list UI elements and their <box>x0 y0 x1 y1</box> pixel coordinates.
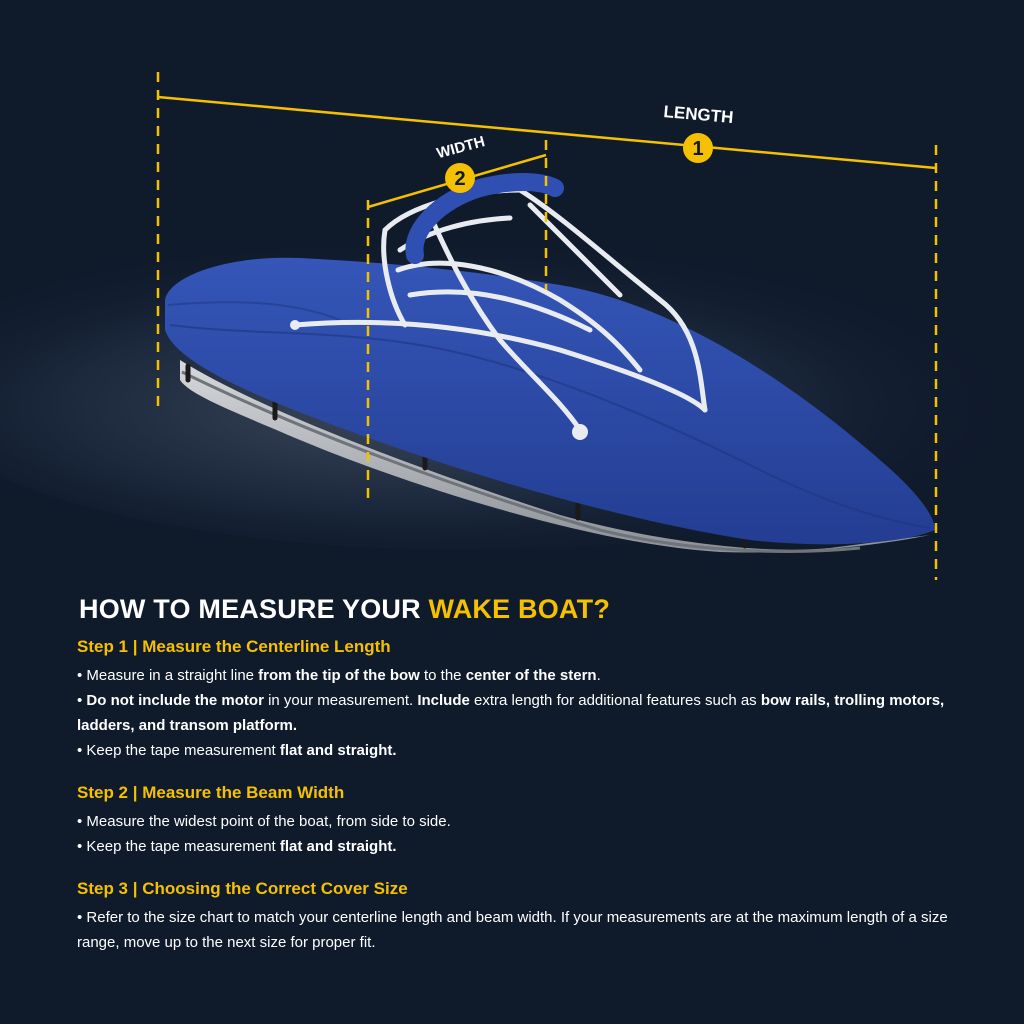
length-label: LENGTH <box>662 102 735 128</box>
title-highlight: WAKE BOAT? <box>428 594 611 624</box>
instructions-panel <box>77 594 957 975</box>
length-line <box>158 97 936 168</box>
step-1-bullet-3: • Keep the tape measurement flat and straight. <box>77 742 397 759</box>
length-marker <box>663 102 734 163</box>
step-2-bullet-1: • Measure the widest point of the boat, from side to side. <box>77 813 451 830</box>
step-1-bullet-1: • Measure in a straight line from the tip of the bow to the center of the stern. <box>77 667 601 684</box>
cover-vent <box>572 424 588 440</box>
step-2-bullet-2: • Keep the tape measurement flat and straight. <box>77 838 397 855</box>
title-prefix: HOW TO MEASURE YOUR <box>79 594 429 624</box>
step-3-bullet-1: • Refer to the size chart to match your centerline length and beam width. If your measurements are at the maximum length of a size range, move up to the next size for proper fit. <box>77 909 948 951</box>
width-number: 2 <box>454 168 466 190</box>
width-label: WIDTH <box>434 133 487 163</box>
step-1-title: Step 1 | Measure the Centerline Length <box>77 637 391 656</box>
step-3-title: Step 3 | Choosing the Correct Cover Size <box>77 879 408 898</box>
length-number: 1 <box>692 138 704 160</box>
step-2 <box>77 783 957 859</box>
step-1 <box>77 637 957 763</box>
page-title <box>79 594 957 625</box>
step-3 <box>77 879 957 955</box>
step-2-title: Step 2 | Measure the Beam Width <box>77 783 345 802</box>
step-1-bullet-2: • Do not include the motor in your measurement. Include extra length for additional features such as bow rails, trolling motors, ladders, and transom platform. <box>77 692 945 734</box>
